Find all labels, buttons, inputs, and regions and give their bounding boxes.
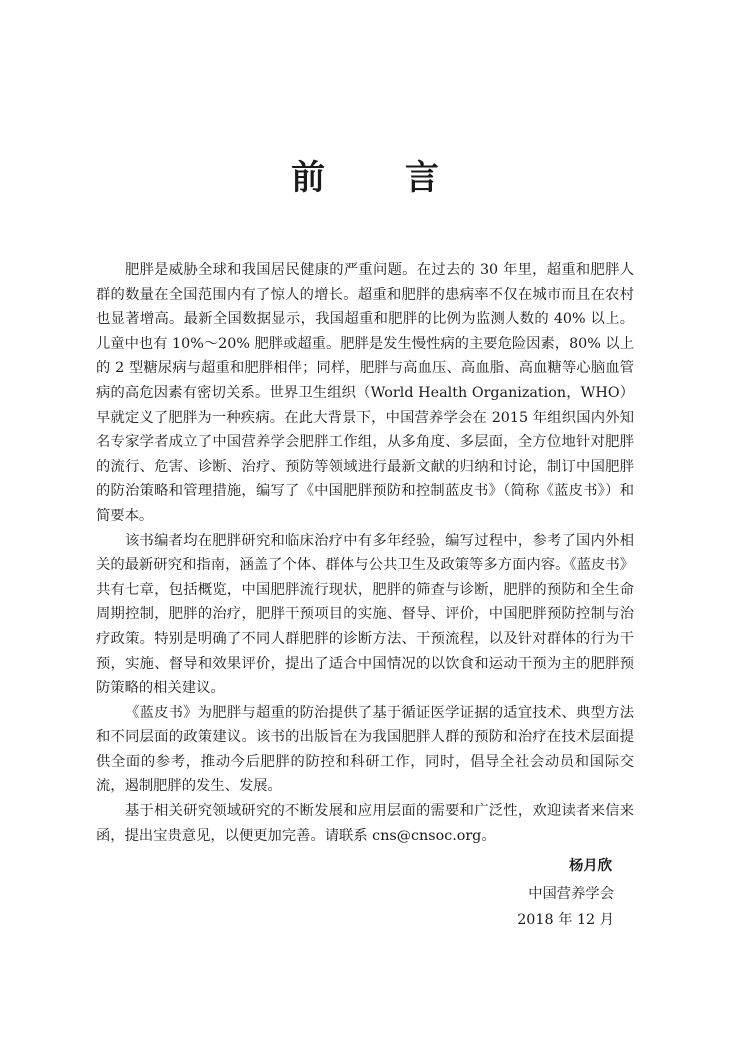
paragraph-4: 基于相关研究领域研究的不断发展和应用层面的需要和广泛性，欢迎读者来信来函，提出宝贵意见，以便更加完善。请联系 cns@cnsoc.org。 <box>96 803 634 844</box>
page-title: 前 言 <box>291 158 473 198</box>
preface-body <box>96 258 634 848</box>
paragraph-1: 肥胖是威胁全球和我国居民健康的严重问题。在过去的 30 年里，超重和肥胖人群的数量在全国范围内有了惊人的增长。超重和肥胖的患病率不仅在城市而且在农村也显著增高。最新全国数据显示，我国超重和肥胖的比例为监测人数的 40% 以上。儿童中也有 10%～20% 肥胖或超重。肥胖是发生慢性病的主要危险因素，80% 以上的 2 型糖尿病与超重和肥胖相伴；同样，肥胖与高血压、高血脂、高血糖等心脑血管病的高危因素有密切关系。世界卫生组织（World Health Organization，WHO）早就定义了肥胖为一种疾病。在此大背景下，中国营养学会在 2015 年组织国内外知名专家学者成立了中国营养学会肥胖工作组，从多角度、多层面，全方位地针对肥胖的流行、危害、诊断、治疗、预防等领域进行最新文献的归纳和讨论，制订中国肥胖的防治策略和管理措施，编写了《中国肥胖预防和控制蓝皮书》（简称《蓝皮书》）和简要本。 <box>96 262 634 524</box>
paragraph-2: 该书编者均在肥胖研究和临床治疗中有多年经验，编写过程中，参考了国内外相关的最新研究和指南，涵盖了个体、群体与公共卫生及政策等多方面内容。《蓝皮书》共有七章，包括概览，中国肥胖流行现状，肥胖的筛查与诊断，肥胖的预防和全生命周期控制，肥胖的治疗，肥胖干预项目的实施、督导、评价，中国肥胖预防控制与治疗政策。特别是明确了不同人群肥胖的诊断方法、干预流程，以及针对群体的行为干预，实施、督导和效果评价，提出了适合中国情况的以饮食和运动干预为主的肥胖预防策略的相关建议。 <box>96 532 634 697</box>
signature-organization: 中国营养学会 <box>528 886 614 902</box>
paragraph-3: 《蓝皮书》为肥胖与超重的防治提供了基于循证医学证据的适宜技术、典型方法和不同层面的政策建议。该书的出版旨在为我国肥胖人群的预防和治疗在技术层面提供全面的参考，推动今后肥胖的防控和科研工作，同时，倡导全社会动员和国际交流，遏制肥胖的发生、发展。 <box>96 704 634 795</box>
signature-date: 2018 年 12 月 <box>517 912 614 928</box>
signature-name: 杨月欣 <box>569 858 612 874</box>
